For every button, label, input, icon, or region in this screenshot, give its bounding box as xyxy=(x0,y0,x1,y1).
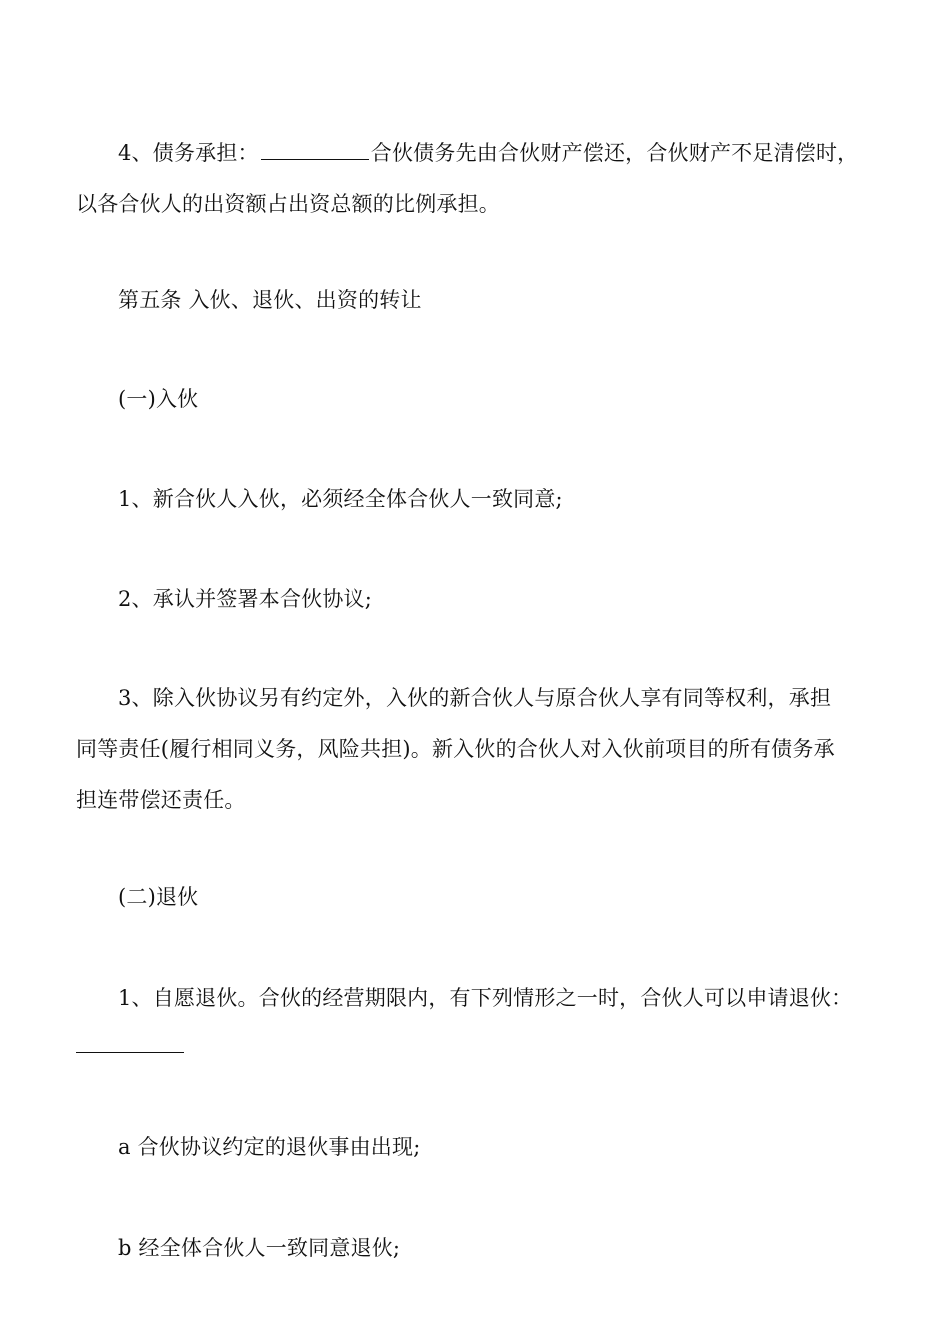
debt-clause-line1 xyxy=(118,137,858,169)
section-admission-heading: (一)入伙 xyxy=(118,387,199,411)
fill-in-blank-2[interactable] xyxy=(76,1052,184,1053)
admission-item-3-line3: 担连带偿还责任。 xyxy=(76,788,246,812)
debt-clause-label: 4、债务承担： xyxy=(118,141,259,165)
withdrawal-item-1: 1、自愿退伙。合伙的经营期限内，有下列情形之一时，合伙人可以申请退伙： xyxy=(118,986,853,1010)
admission-item-3-line2: 同等责任(履行相同义务，风险共担)。新入伙的合伙人对入伙前项目的所有债务承 xyxy=(76,737,835,761)
admission-item-2: 2、承认并签署本合伙协议; xyxy=(118,587,373,611)
admission-item-3-line1: 3、除入伙协议另有约定外，入伙的新合伙人与原合伙人享有同等权利，承担 xyxy=(118,686,832,710)
withdrawal-item-b: b 经全体合伙人一致同意退伙; xyxy=(118,1236,401,1260)
section-withdrawal-heading: (二)退伙 xyxy=(118,885,199,909)
withdrawal-item-a: a 合伙协议约定的退伙事由出现; xyxy=(118,1135,421,1159)
debt-clause-text: 合伙债务先由合伙财产偿还，合伙财产不足清偿时， xyxy=(370,141,859,165)
article-five-heading: 第五条 入伙、退伙、出资的转让 xyxy=(118,288,422,312)
debt-clause-line2: 以各合伙人的出资额占出资总额的比例承担。 xyxy=(76,192,500,216)
admission-item-1: 1、新合伙人入伙，必须经全体合伙人一致同意; xyxy=(118,487,563,511)
fill-in-blank[interactable] xyxy=(261,139,369,160)
